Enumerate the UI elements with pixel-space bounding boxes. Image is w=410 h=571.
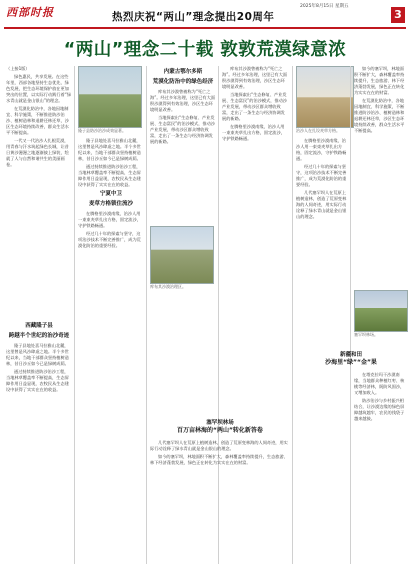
paragraph: 库布其沙漠曾被称为“死亡之海”。经过多年治理，这里已有大面积沙漠得到有效治理，沙区生态环境明显改善。 xyxy=(150,89,215,112)
photo-caption: 库布其沙漠治理区。 xyxy=(150,284,186,289)
paragraph: 如今的塞罕坝，林地面积不断扩大，森林覆盖率持续提升，生态旅游、林下经济蓬勃发展，绿色正在转化为实实在在的财富。 xyxy=(150,454,288,465)
paragraph: 库布其沙漠曾被称为“死亡之海”。经过多年治理，这里已有大面积沙漠得到有效治理，沙区生态环境明显改善。 xyxy=(222,66,287,89)
column-divider xyxy=(292,66,293,564)
paragraph: 经过几十年的探索与坚守，这项治沙技术不断完善推广，成为荒漠化防治的重要经验。 xyxy=(78,231,141,248)
paragraph: 在腾格里沙漠南缘，治沙人用一束束麦草扎出方格，固定流沙，守护铁路畅通。 xyxy=(222,124,285,141)
column-5 xyxy=(296,138,348,564)
subhead-line2: 跨越半个世纪的治沙奇迹 xyxy=(8,333,70,339)
subhead-line2: 百万亩林海的“两山”转化新答卷 xyxy=(177,427,263,434)
masthead: 西部时报 xyxy=(6,6,54,19)
subhead-line1: 塞罕坝林场 xyxy=(206,420,234,426)
subhead-line2: 荒漠化防治中的绿色经济 xyxy=(152,79,214,85)
photo-saihanba-forest xyxy=(354,290,408,332)
column-1 xyxy=(6,66,72,564)
paragraph: 通过持续推进防沙治沙工程，当地林草覆盖率不断提高，生态屏障作用日益显现，农牧民从生态建设中获得了实实在在的收益。 xyxy=(78,164,141,187)
photo-desert-afforestation xyxy=(78,66,142,128)
subhead-line2: 沙海里“绿”“金”果 xyxy=(325,359,377,366)
column-6 xyxy=(354,66,406,286)
section-5-body xyxy=(150,440,290,564)
column-2 xyxy=(78,138,144,564)
photo-caption: 治沙人在扎设麦草方格。 xyxy=(296,128,340,133)
paragraph: 如今的塞罕坝，林地面积不断扩大，森林覆盖率持续提升，生态旅游、林下经济蓬勃发展，绿色正在转化为实实在在的财富。 xyxy=(354,66,405,95)
section-6-body xyxy=(354,372,406,564)
photo-caption: 塞罕坝林场。 xyxy=(354,332,378,337)
photo-kubuqi-desert xyxy=(150,226,214,284)
section-6-heading xyxy=(296,352,406,367)
column-4 xyxy=(222,66,288,416)
paragraph: 在塔克拉玛干沙漠南缘，当地群众种植红枣、核桃等经济林，既防风固沙，又增加收入。 xyxy=(354,372,405,395)
paragraph: 绿色惠民，共享发展。在这些年里，西部各地坚持生态优先、绿色发展，把生态环境保护放在更加突出的位置，以实际行动践行着“绿水青山就是金山银山”的理念。 xyxy=(6,74,71,103)
paragraph: 防沙治沙与乡村振兴相结合，让沙漠边缘的绿色屏障越筑越牢，农民的钱袋子越来越鼓。 xyxy=(354,398,405,421)
paragraph: 当地探索出“生态修复、产业发展、生态富民”的治沙模式，推动沙产业发展，带动沙区群众增收致富，走出了一条生态与经济协调发展的新路。 xyxy=(222,92,287,121)
photo-caption: 隆子县防沙治沙成效显著。 xyxy=(78,128,126,133)
paragraph: 在腾格里沙漠南缘，治沙人用一束束麦草扎出方格，固定流沙，守护铁路畅通。 xyxy=(78,211,141,228)
subhead-line2: 麦草方格锁住流沙 xyxy=(88,201,133,207)
paragraph: 隆子县地处喜马拉雅山北麓，这里曾是风沙肆虐之地。半个多世纪以来，当地干部群众坚持植树造林，昔日沙丘如今已是绿树成荫。 xyxy=(78,138,141,161)
running-title: 热烈庆祝“两山”理念提出20周年 xyxy=(112,11,275,23)
paragraph: 隆子县地处喜马拉雅山北麓，这里曾是风沙肆虐之地。半个多世纪以来，当地干部群众坚持植树造林，昔日沙丘如今已是绿树成荫。 xyxy=(6,343,69,366)
photo-straw-checkerboard xyxy=(296,66,354,128)
dateline: 2025年8月15日 星期五 xyxy=(300,4,349,9)
paragraph: 几代塞罕坝人在荒原上植树造林，创造了荒原变林海的人间奇迹，用实际行动诠释了绿水青山就是金山银山的理念。 xyxy=(296,190,347,219)
page-number: 3 xyxy=(391,7,405,23)
paragraph: 在腾格里沙漠南缘，治沙人用一束束麦草扎出方格，固定流沙，守护铁路畅通。 xyxy=(296,138,347,161)
column-divider xyxy=(146,66,147,564)
subhead-line1: 新疆和田 xyxy=(339,352,362,358)
paragraph: 在荒漠化防治中，各地因地制宜、科学施策，不断推进防沙治沙、植树造林和退耕还林还草，沙区生态环境持续改善，群众生活水平不断提高。 xyxy=(354,98,405,133)
subhead-line1: 西藏隆子县 xyxy=(25,323,53,329)
header-rule xyxy=(4,27,406,29)
paragraph: 通过持续推进防沙治沙工程，当地林草覆盖率不断提高，生态屏障作用日益显现，农牧民从生态建设中获得了实实在在的收益。 xyxy=(6,369,69,392)
column-divider xyxy=(74,66,75,564)
paragraph: 几代塞罕坝人在荒原上植树造林，创造了荒原变林海的人间奇迹，用实际行动诠释了绿水青山就是金山银山的理念。 xyxy=(150,440,288,451)
section-5-heading xyxy=(150,420,290,435)
page-header xyxy=(0,0,410,36)
paragraph: 当地探索出“生态修复、产业发展、生态富民”的治沙模式，推动沙产业发展，带动沙区群众增收致富，走出了一条生态与经济协调发展的新路。 xyxy=(150,115,215,144)
subhead-line1: 内蒙古鄂尔多斯 xyxy=(163,69,203,75)
section-tag: （上接1版） xyxy=(6,66,30,71)
column-divider xyxy=(350,66,351,564)
page-headline: “两山”理念二十载 敦敦荒漠绿意浓 xyxy=(63,40,347,60)
subhead-line1: 宁夏中卫 xyxy=(99,191,122,197)
paragraph: 一代又一代治沙人扎根荒漠，用青春与汗水筑起绿色长城，让昔日黄沙漫漫之地逐渐披上绿装，绘就了人与自然和谐共生的美丽画卷。 xyxy=(6,138,69,167)
paragraph: 经过几十年的探索与坚守，这项治沙技术不断完善推广，成为荒漠化防治的重要经验。 xyxy=(296,164,347,187)
paragraph: 在荒漠化防治中，各地因地制宜、科学施策，不断推进防沙治沙、植树造林和退耕还林还草，沙区生态环境持续改善，群众生活水平不断提高。 xyxy=(6,106,69,135)
